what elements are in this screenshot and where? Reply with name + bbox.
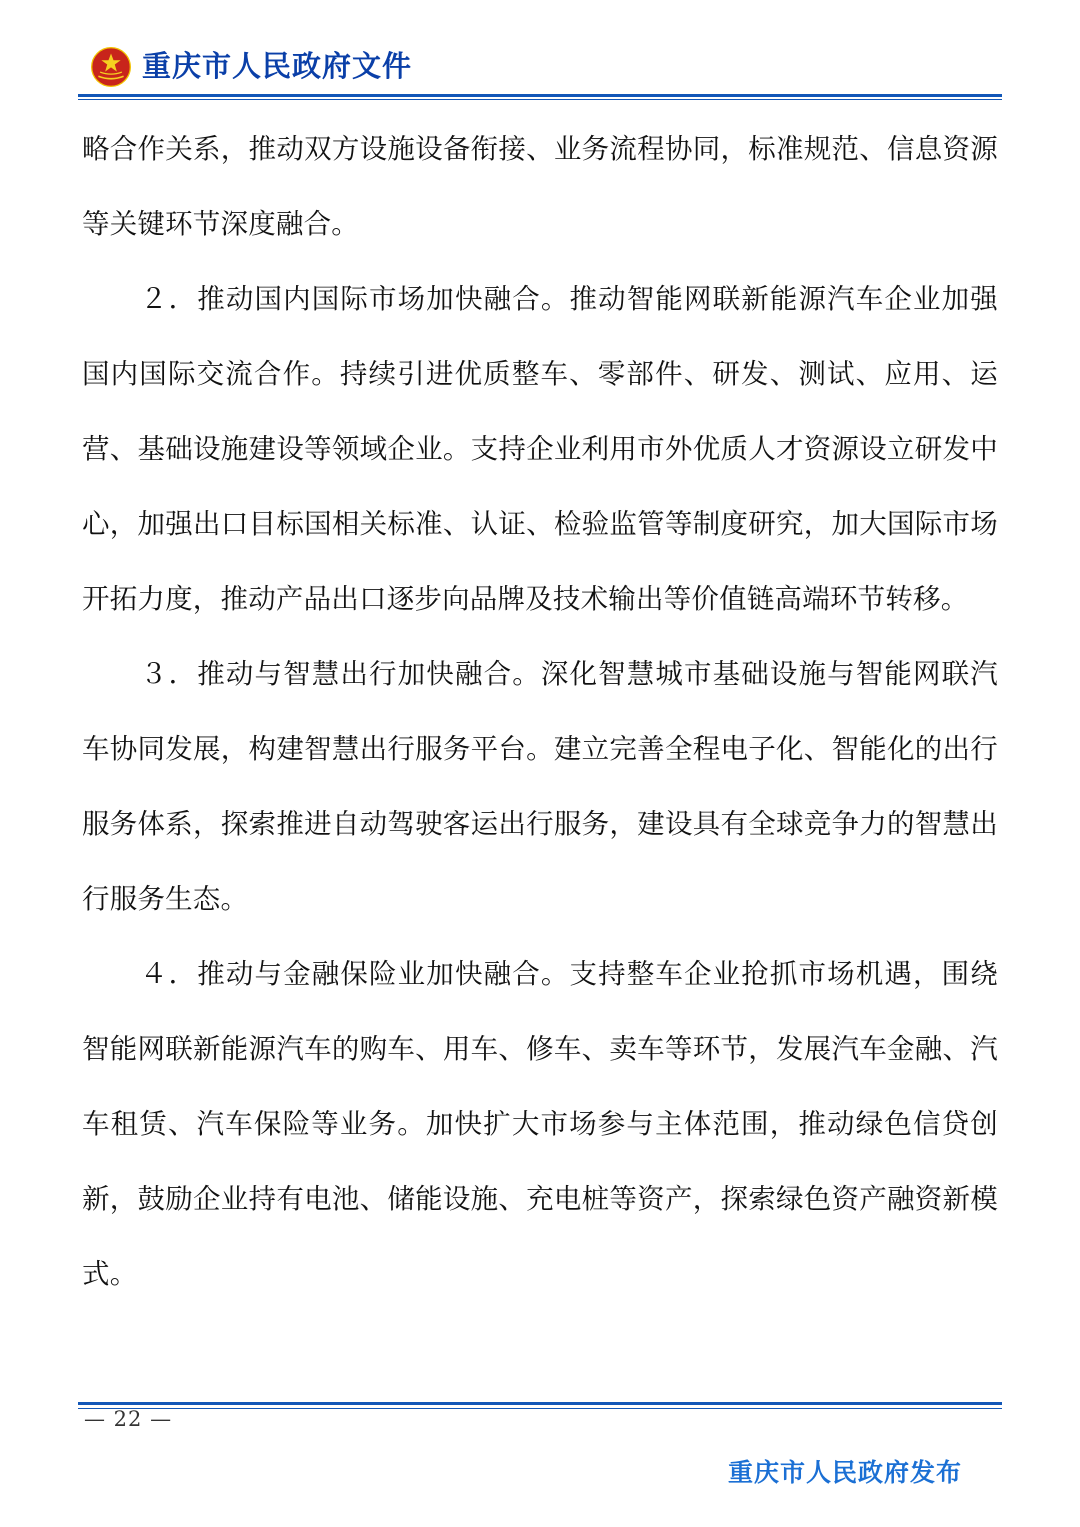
- national-emblem-icon: [90, 46, 132, 88]
- paragraph-continued: 略合作关系，推动双方设施设备衔接、业务流程协同，标准规范、信息资源等关键环节深度融合。: [82, 133, 998, 240]
- footer-divider-thick: [78, 1402, 1002, 1405]
- document-header-title: 重庆市人民政府文件: [142, 49, 413, 83]
- paragraph-item-3: ３．推动与智慧出行加快融合。深化智慧城市基础设施与智能网联汽车协同发展，构建智慧出行服务平台。建立完善全程电子化、智能化的出行服务体系，探索推进自动驾驶客运出行服务，建设具有全球竞争力的智慧出行服务生态。: [82, 658, 998, 915]
- document-body: [82, 112, 998, 1312]
- footer-divider-thin: [78, 1408, 1002, 1409]
- header-divider-thick: [78, 94, 1002, 97]
- document-header: [78, 44, 1002, 102]
- header-divider-thin: [78, 99, 1002, 100]
- page-number: — 22 —: [84, 1407, 173, 1431]
- footer-publisher: 重庆市人民政府发布: [727, 1458, 962, 1487]
- paragraph-item-2: ２．推动国内国际市场加快融合。推动智能网联新能源汽车企业加强国内国际交流合作。持续引进优质整车、零部件、研发、测试、应用、运营、基础设施建设等领域企业。支持企业利用市外优质人才资源设立研发中心，加强出口目标国相关标准、认证、检验监管等制度研究，加大国际市场开拓力度，推动产品出口逐步向品牌及技术输出等价值链高端环节转移。: [82, 283, 998, 615]
- paragraph-item-4: ４．推动与金融保险业加快融合。支持整车企业抢抓市场机遇，围绕智能网联新能源汽车的购车、用车、修车、卖车等环节，发展汽车金融、汽车租赁、汽车保险等业务。加快扩大市场参与主体范围，推动绿色信贷创新，鼓励企业持有电池、储能设施、充电桩等资产，探索绿色资产融资新模式。: [82, 958, 998, 1290]
